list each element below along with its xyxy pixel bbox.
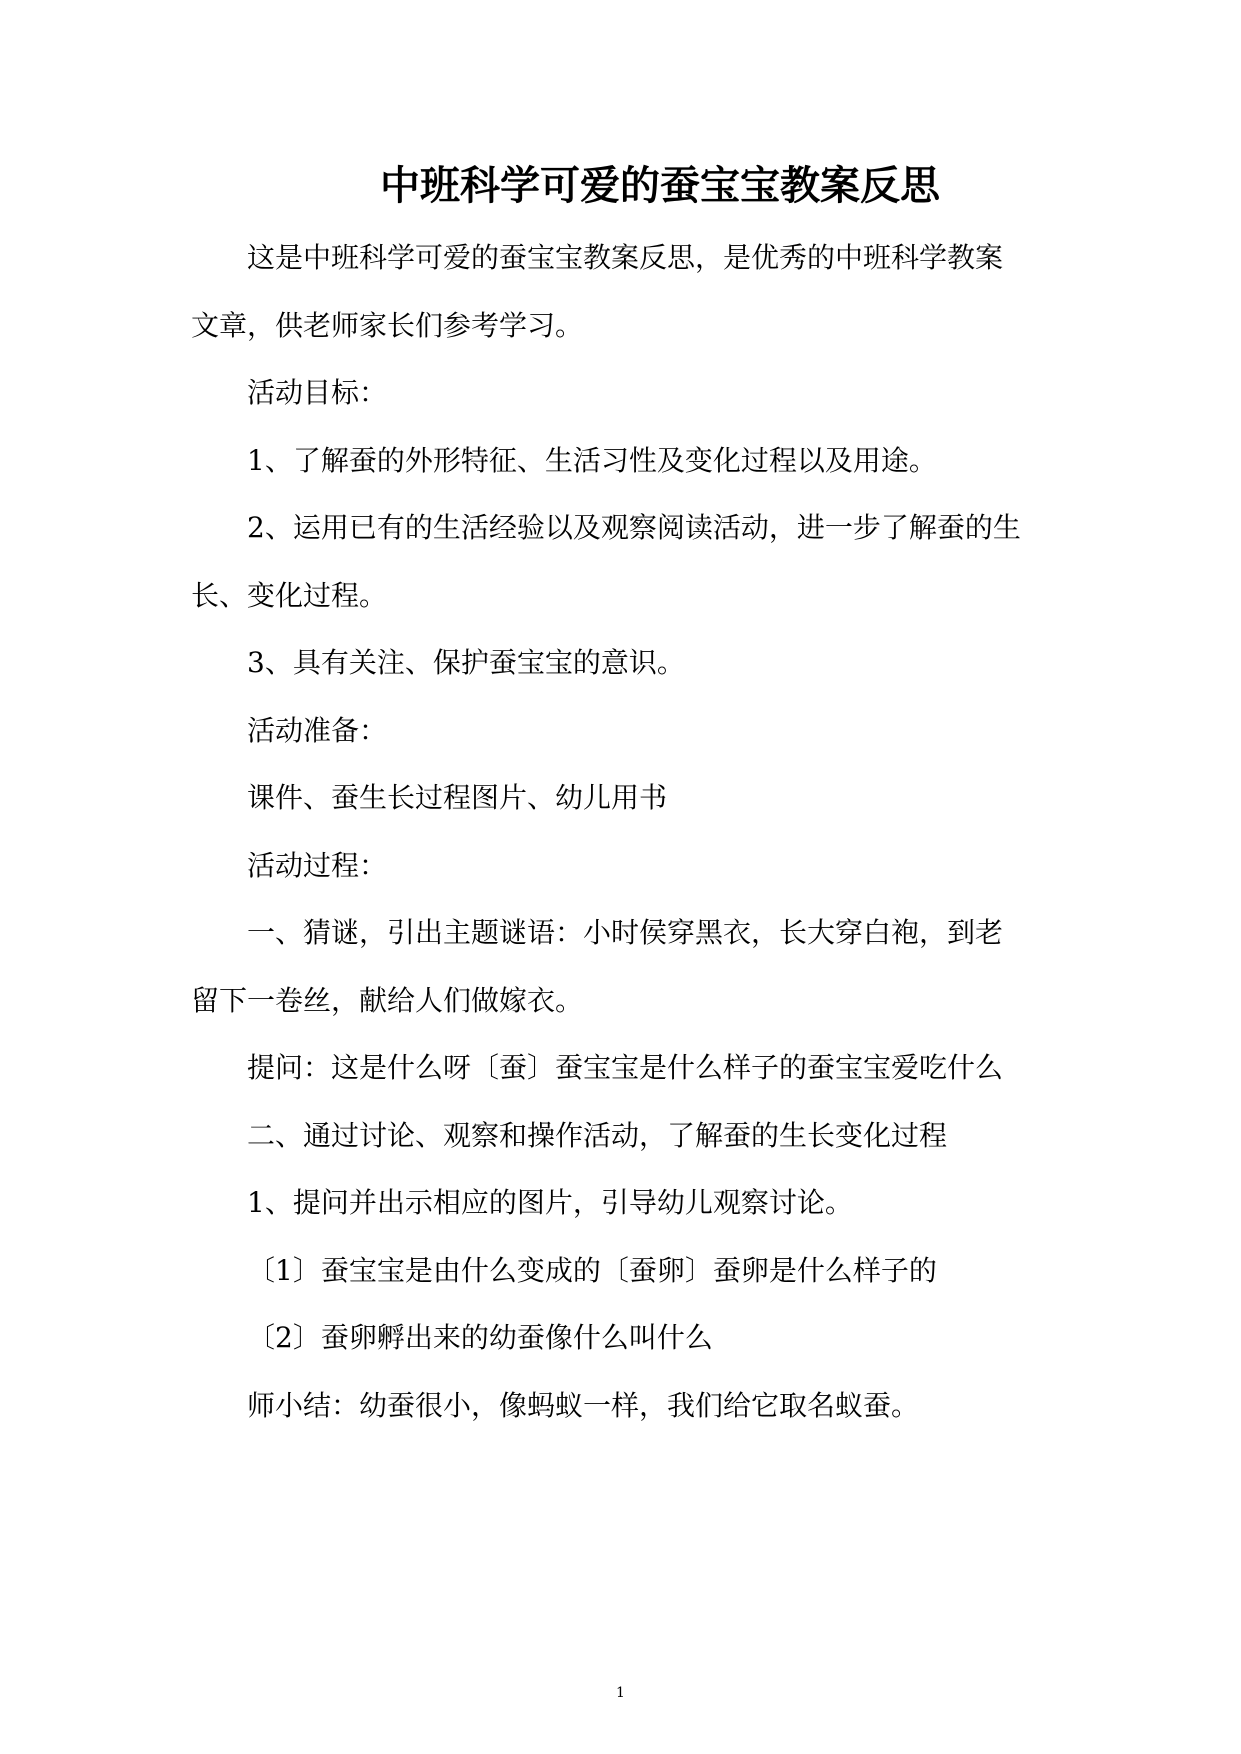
paragraph-line: 文章，供老师家长们参考学习。: [191, 309, 584, 342]
paragraph-line: 一、猜谜，引出主题谜语：小时侯穿黑衣，长大穿白袍，到老: [247, 916, 1004, 949]
section-heading: 活动目标：: [247, 376, 388, 409]
paragraph-line: 1、提问并出示相应的图片，引导幼儿观察讨论。: [247, 1186, 853, 1219]
section-heading: 活动准备：: [247, 714, 388, 747]
section-heading: 活动过程：: [247, 849, 388, 882]
document-title: 中班科学可爱的蚕宝宝教案反思: [380, 162, 940, 209]
paragraph-line: 这是中班科学可爱的蚕宝宝教案反思，是优秀的中班科学教案: [247, 241, 1004, 274]
paragraph-line: 〔1〕蚕宝宝是由什么变成的〔蚕卵〕蚕卵是什么样子的: [247, 1254, 937, 1287]
paragraph-line: 师小结：幼蚕很小，像蚂蚁一样，我们给它取名蚁蚕。: [247, 1389, 920, 1422]
paragraph-line: 留下一卷丝，献给人们做嫁衣。: [191, 984, 584, 1017]
paragraph-line: 1、了解蚕的外形特征、生活习性及变化过程以及用途。: [247, 444, 937, 477]
paragraph-line: 课件、蚕生长过程图片、幼儿用书: [247, 781, 668, 814]
paragraph-line: 二、通过讨论、观察和操作活动，了解蚕的生长变化过程: [247, 1119, 948, 1152]
paragraph-line: 3、具有关注、保护蚕宝宝的意识。: [247, 646, 685, 679]
paragraph-line: 〔2〕蚕卵孵出来的幼蚕像什么叫什么: [247, 1321, 713, 1354]
paragraph-line: 提问：这是什么呀〔蚕〕蚕宝宝是什么样子的蚕宝宝爱吃什么: [247, 1051, 1004, 1084]
page-number: 1: [616, 1685, 625, 1701]
paragraph-line: 2、运用已有的生活经验以及观察阅读活动，进一步了解蚕的生: [247, 511, 1021, 544]
paragraph-line: 长、变化过程。: [191, 579, 388, 612]
